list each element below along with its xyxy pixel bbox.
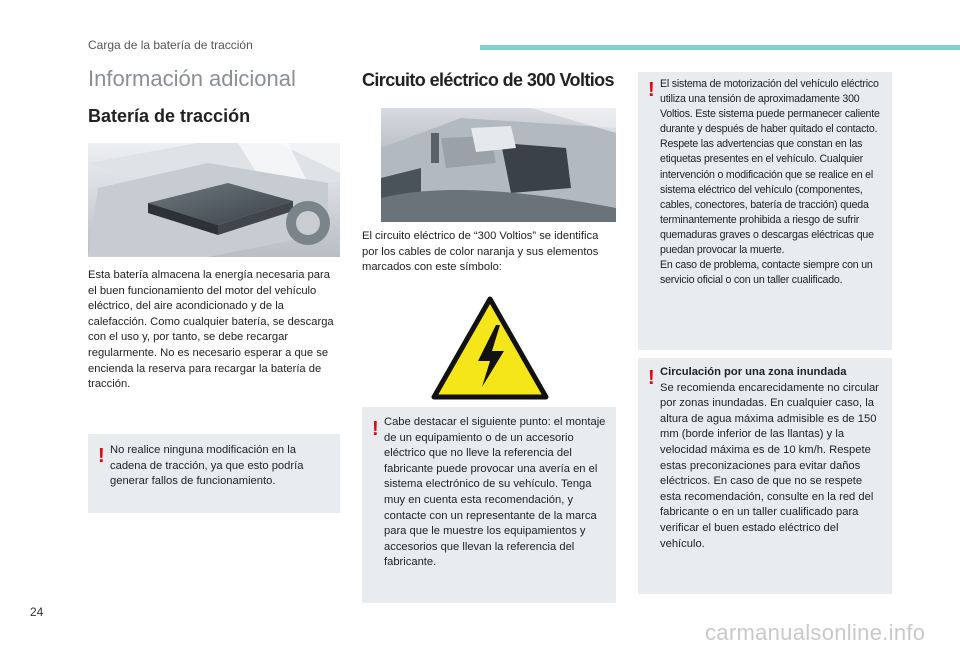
warning-box-modification (88, 434, 340, 513)
battery-illustration (88, 143, 340, 257)
voltage-contact-text: En caso de problema, contacte siempre con un servicio oficial o con un taller cualificado. (660, 259, 873, 287)
warning-text (660, 365, 886, 552)
running-header: Carga de la batería de tracción (88, 38, 253, 52)
warning-box-voltage (638, 72, 892, 350)
high-voltage-warning-icon (430, 295, 550, 403)
circuit-text: El circuito eléctrico de “300 Voltios” se identifica por los cables de color naranja y sus elementos marcados con este símbolo: (362, 230, 599, 274)
header-accent-bar (480, 45, 960, 50)
warning-icon: ! (648, 367, 655, 389)
flood-text: Se recomienda encarecidamente no circular por zonas inundadas. En cualquier caso, la altura de agua máxima admisible es de 150 mm (borde inferior de las llantas) y la velocidad máxima es de 10 km/h. Respete estas preconizaciones para evitar daños eléctricos. En caso de que no se respete esta recomendación, consulte en la red del fabricante o en un taller cualificado para verificar el buen estado eléctrico del vehículo. (660, 381, 879, 550)
watermark: carmanualsonline.info (705, 620, 926, 645)
battery-subtitle: Batería de tracción (88, 106, 251, 126)
warning-icon: ! (98, 445, 105, 467)
page-number: 24 (30, 605, 44, 619)
warning-text: No realice ninguna modificación en la cadena de tracción, ya que esto podría generar fallos de funcionamiento. (110, 444, 304, 488)
circuit-paragraph (362, 229, 616, 276)
warning-box-flood (638, 358, 892, 594)
voltage-warning-text: El sistema de motorización del vehículo eléctrico utiliza una tensión de aproximadamente 300 Voltios. Este sistema puede permanecer caliente durante y después de haber quitado el contacto. Respete las advertencias que constan en las etiquetas presentes en el vehículo. Cualquier intervención o modificación que se realice en el sistema eléctrico del vehículo (componentes, cables, conectores, batería de tracción) queda terminantemente prohibida a riesgo de sufrir quemaduras graves o descargas eléctricas que puedan provocar la muerte. (660, 78, 880, 257)
warning-text (660, 77, 886, 288)
battery-paragraph (88, 268, 340, 393)
flood-title: Circulación por una zona inundada (660, 366, 847, 378)
warning-icon: ! (648, 79, 655, 101)
warning-text: Cabe destacar el siguiente punto: el montaje de un equipamiento o de un accesorio eléctrico que no lleve la referencia del fabricante puede provocar una avería en el sistema electrónico de su vehículo. Tenga muy en cuenta esta recomendación, y contacte con un representante de la marca para que le muestre los equipamientos y accesorios que llevan la referencia del fabricante. (384, 416, 606, 569)
circuit-subtitle: Circuito eléctrico de 300 Voltios (362, 70, 614, 90)
section-title: Información adicional (88, 66, 296, 91)
column-1 (88, 62, 340, 130)
column-2 (362, 62, 616, 94)
warning-icon: ! (372, 418, 379, 440)
warning-box-accessories (362, 407, 616, 603)
battery-text: Esta batería almacena la energía necesaria para el buen funcionamiento del motor del vehículo eléctrico, del aire acondicionado y de la calefacción. Como cualquier batería, se descarga con el uso y, por tanto, se debe recargar regularmente. No es necesario esperar a que se encienda la reserva para recargar la batería de tracción. (88, 269, 334, 391)
engine-bay-illustration (381, 108, 616, 222)
